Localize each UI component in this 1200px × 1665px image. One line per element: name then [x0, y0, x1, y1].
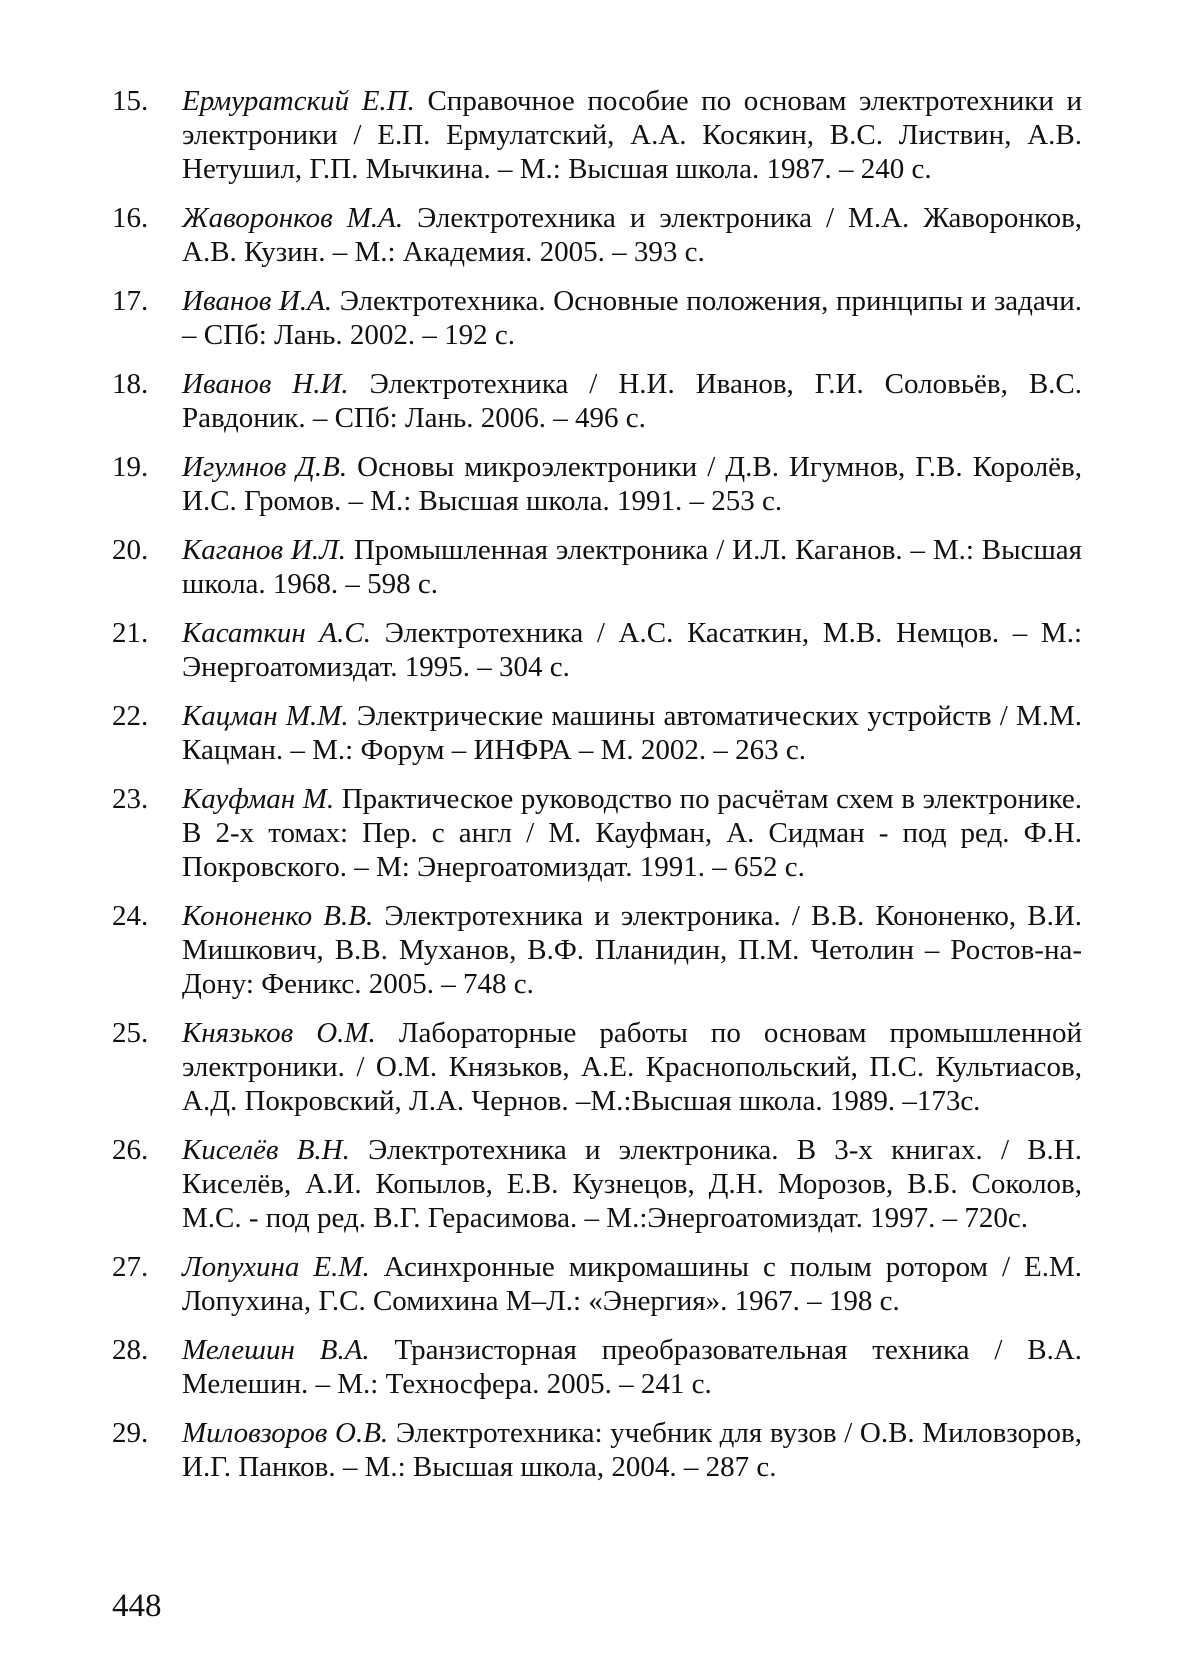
entry-number: 16. — [112, 202, 149, 234]
entry-author: Киселёв В.Н. — [182, 1134, 350, 1166]
entry-number: 17. — [112, 285, 149, 317]
entry-text: Практическое руководство по расчётам схем в электронике. В 2-х томах: Пер. с англ / М. Кауфман, А. Сидман - под ред. Ф.Н. Покровского. – М: Энергоатомиздат. 1991. – 652 с. — [182, 783, 1082, 883]
entry-number: 26. — [112, 1134, 149, 1166]
entry-author: Ермуратский Е.П. — [182, 85, 415, 117]
entry-number: 15. — [112, 85, 149, 117]
entry-text: Основы микроэлектроники / Д.В. Игумнов, Г.В. Королёв, И.С. Громов. – М.: Высшая школа. 1991. – 253 с. — [182, 451, 1082, 517]
entry-number: 19. — [112, 451, 149, 483]
entry-number: 29. — [112, 1417, 149, 1449]
entry-author: Лопухина Е.М. — [182, 1251, 370, 1283]
entry-number: 23. — [112, 783, 149, 815]
entry-text: Электротехника и электроника / М.А. Жаворонков, А.В. Кузин. – М.: Академия. 2005. – 393 с. — [182, 202, 1083, 268]
entry-author: Миловзоров О.В. — [182, 1417, 389, 1449]
entry-number: 24. — [112, 900, 149, 932]
entry-text: Транзисторная преобразовательная техника / В.А. Мелешин. – М.: Техносфера. 2005. – 241 с. — [182, 1334, 1083, 1400]
entry-number: 28. — [112, 1334, 149, 1366]
entry-author: Иванов И.А. — [182, 285, 333, 317]
bibliography-entry — [112, 1333, 1082, 1401]
entry-text: Асинхронные микромашины с полым ротором / Е.М. Лопухина, Г.С. Сомихина М–Л.: «Энергия». 1967. – 198 с. — [182, 1251, 1083, 1317]
entry-author: Игумнов Д.В. — [182, 451, 348, 483]
entry-author: Каганов И.Л. — [182, 534, 346, 566]
entry-text: Лабораторные работы по основам промышленной электроники. / О.М. Князьков, А.Е. Краснопольский, П.С. Культиасов, А.Д. Покровский, Л.А. Чернов. –М.:Высшая школа. 1989. –173с. — [182, 1017, 1083, 1117]
bibliography-entry — [112, 1133, 1082, 1235]
bibliography-entry — [112, 284, 1082, 352]
page-number: 448 — [112, 1588, 162, 1624]
entry-author: Иванов Н.И. — [182, 368, 349, 400]
bibliography-entry — [112, 616, 1082, 684]
entry-author: Князьков О.М. — [182, 1017, 376, 1049]
entry-text: Справочное пособие по основам электротехники и электроники / Е.П. Ермулатский, А.А. Косякин, В.С. Листвин, А.В. Нетушил, Г.П. Мычкина. – М.: Высшая школа. 1987. – 240 с. — [182, 85, 1083, 185]
entry-text: Электротехника / Н.И. Иванов, Г.И. Соловьёв, В.С. Равдоник. – СПб: Лань. 2006. – 496 с. — [182, 368, 1083, 434]
entry-author: Жаворонков М.А. — [182, 202, 404, 234]
entry-author: Кауфман М. — [182, 783, 335, 815]
bibliography-entry — [112, 533, 1082, 601]
bibliography-entry — [112, 450, 1082, 518]
entry-number: 25. — [112, 1017, 149, 1049]
entry-text: Электротехника. Основные положения, принципы и задачи. – СПб: Лань. 2002. – 192 с. — [182, 285, 1082, 351]
bibliography-entry — [112, 1016, 1082, 1118]
entry-text: Электротехника и электроника. / В.В. Кононенко, В.И. Мишкович, В.В. Муханов, В.Ф. Планидин, П.М. Четолин – Ростов-на-Дону: Феникс. 2005. – 748 с. — [182, 900, 1083, 1000]
bibliography-entry — [112, 367, 1082, 435]
entry-text: Электротехника / А.С. Касаткин, М.В. Немцов. – М.: Энергоатомиздат. 1995. – 304 с. — [182, 617, 1082, 683]
entry-author: Кацман М.М. — [182, 700, 349, 732]
bibliography-entry — [112, 699, 1082, 767]
entry-text: Электротехника и электроника. В 3-х книгах. / В.Н. Киселёв, А.И. Копылов, Е.В. Кузнецов, Д.Н. Морозов, В.Б. Соколов, М.С. - под ред. В.Г. Герасимова. – М.:Энергоатомиздат. 1997. – 720с. — [182, 1134, 1082, 1234]
entry-author: Кононенко В.В. — [182, 900, 374, 932]
bibliography-entry — [112, 201, 1082, 269]
entry-number: 27. — [112, 1251, 149, 1283]
bibliography-entry — [112, 899, 1082, 1001]
entry-number: 18. — [112, 368, 149, 400]
entry-text: Промышленная электроника / И.Л. Каганов. – М.: Высшая школа. 1968. – 598 с. — [182, 534, 1082, 600]
bibliography-entry — [112, 1250, 1082, 1318]
bibliography-list — [112, 84, 1082, 1499]
entry-number: 22. — [112, 700, 149, 732]
entry-number: 21. — [112, 617, 149, 649]
entry-author: Касаткин А.С. — [182, 617, 371, 649]
bibliography-entry — [112, 782, 1082, 884]
entry-number: 20. — [112, 534, 149, 566]
entry-author: Мелешин В.А. — [182, 1334, 370, 1366]
entry-text: Электрические машины автоматических устройств / М.М. Кацман. – М.: Форум – ИНФРА – М. 2002. – 263 с. — [182, 700, 1083, 766]
bibliography-entry — [112, 84, 1082, 186]
bibliography-entry — [112, 1416, 1082, 1484]
entry-text: Электротехника: учебник для вузов / О.В. Миловзоров, И.Г. Панков. – М.: Высшая школа, 2004. – 287 с. — [182, 1417, 1083, 1483]
